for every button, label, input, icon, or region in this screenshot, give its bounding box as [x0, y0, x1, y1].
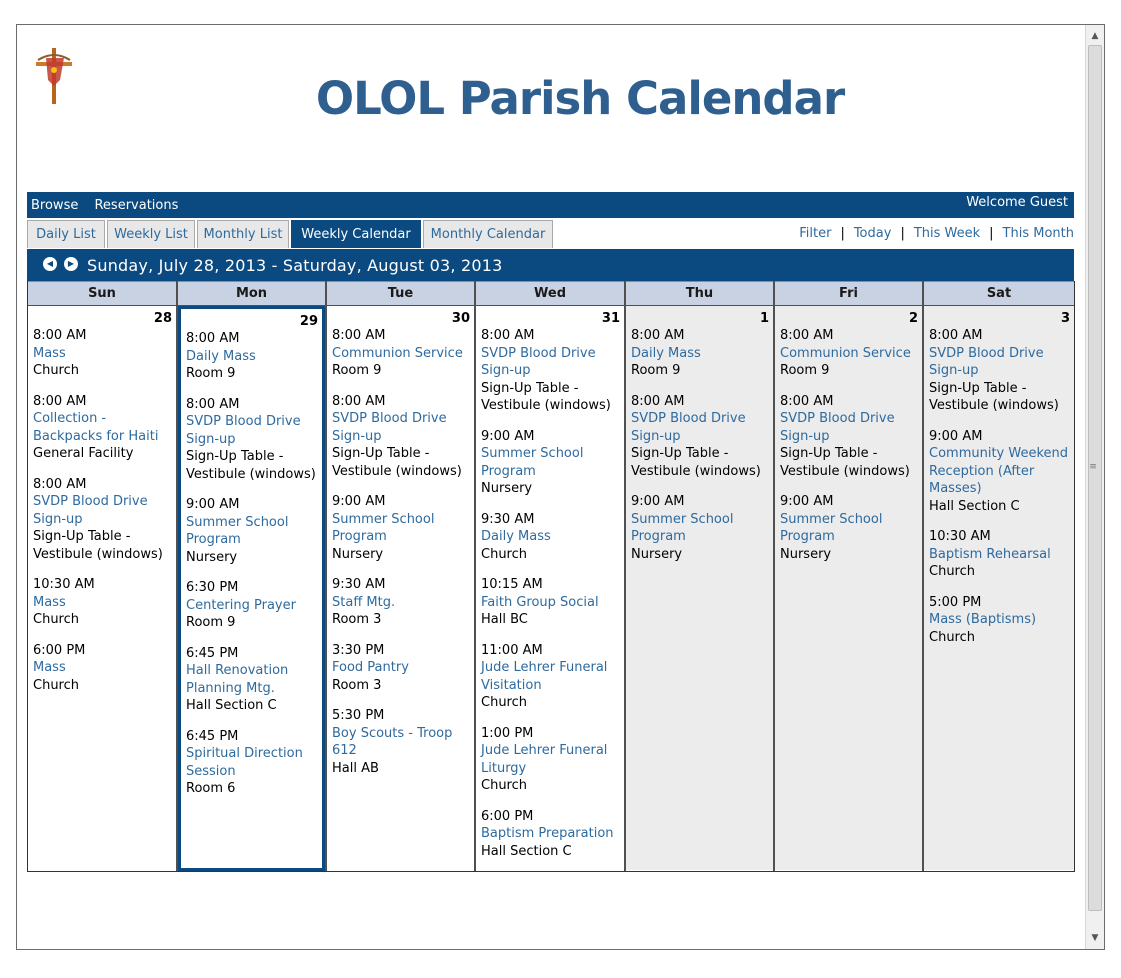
- event-time: 6:00 PM: [481, 808, 534, 824]
- calendar-event: [33, 642, 172, 695]
- day-column-tue: [327, 281, 476, 871]
- event-title-link[interactable]: Communion Service: [780, 345, 911, 361]
- tab-weekly-list[interactable]: Weekly List: [107, 220, 195, 248]
- event-time: 3:30 PM: [332, 642, 385, 658]
- event-title-link[interactable]: Hall Renovation Planning Mtg.: [186, 663, 289, 696]
- event-time: 6:00 PM: [33, 642, 86, 658]
- event-location: Room 9: [186, 366, 236, 381]
- event-title-link[interactable]: Baptism Preparation: [481, 826, 614, 841]
- tab-monthly-calendar[interactable]: Monthly Calendar: [423, 220, 553, 248]
- filter-link[interactable]: Filter: [799, 226, 832, 241]
- event-location: Sign-Up Table - Vestibule (windows): [332, 446, 462, 479]
- event-title-link[interactable]: SVDP Blood Drive Sign-up: [481, 345, 596, 378]
- calendar-event: [33, 393, 172, 463]
- calendar-event: [631, 393, 769, 481]
- calendar-event: [481, 808, 620, 861]
- event-title-link[interactable]: SVDP Blood Drive Sign-up: [631, 411, 746, 444]
- event-time: 8:00 AM: [481, 328, 535, 343]
- event-time: 8:00 AM: [631, 328, 685, 343]
- calendar-event: [33, 327, 172, 380]
- day-cell[interactable]: [924, 306, 1074, 870]
- event-title-link[interactable]: Community Weekend Reception (After Masses): [929, 446, 1069, 496]
- day-number[interactable]: 3: [1060, 311, 1070, 326]
- event-time: 9:00 AM: [780, 494, 834, 509]
- parish-logo-icon: [30, 44, 80, 108]
- tab-daily-list[interactable]: Daily List: [27, 220, 105, 248]
- event-title-link[interactable]: Summer School Program: [631, 511, 734, 544]
- scroll-up-arrow-icon[interactable]: ▲: [1091, 31, 1099, 41]
- tab-monthly-list[interactable]: Monthly List: [197, 220, 289, 248]
- event-time: 1:00 PM: [481, 725, 534, 741]
- day-header: Wed: [476, 281, 624, 306]
- scroll-down-arrow-icon[interactable]: ▼: [1091, 933, 1099, 943]
- link-separator: |: [900, 226, 905, 241]
- event-time: 9:00 AM: [631, 494, 685, 509]
- calendar-event: [186, 728, 318, 798]
- event-time: 9:00 AM: [186, 497, 240, 512]
- day-column-mon: [178, 281, 327, 871]
- event-title-link[interactable]: Spiritual Direction Session: [186, 746, 303, 779]
- day-header: Mon: [178, 281, 325, 306]
- calendar-event: [780, 393, 918, 481]
- top-nav-bar: [27, 192, 1074, 218]
- event-title-link[interactable]: Summer School Program: [780, 511, 883, 544]
- calendar-event: [186, 645, 318, 715]
- event-time: 8:00 AM: [186, 396, 240, 412]
- calendar-event: [929, 528, 1070, 581]
- scrollbar-thumb[interactable]: [1088, 45, 1102, 911]
- event-title-link[interactable]: SVDP Blood Drive Sign-up: [929, 345, 1044, 378]
- calendar-event: [33, 476, 172, 564]
- event-location: Room 9: [186, 615, 236, 630]
- day-header: Sun: [28, 281, 176, 306]
- reservations-menu[interactable]: Reservations: [94, 198, 179, 213]
- scroll-grip-icon: ≡: [1089, 462, 1097, 472]
- event-title-link[interactable]: Daily Mass: [631, 345, 701, 361]
- event-location: Sign-Up Table - Vestibule (windows): [780, 446, 910, 479]
- event-location: Sign-Up Table - Vestibule (windows): [33, 529, 163, 562]
- event-title-link[interactable]: SVDP Blood Drive Sign-up: [332, 411, 447, 444]
- link-separator: |: [840, 226, 845, 241]
- event-location: Room 9: [332, 363, 382, 378]
- date-range-label: Sunday, July 28, 2013 - Saturday, August 03, 2013: [87, 256, 503, 275]
- calendar-event: [332, 642, 470, 695]
- event-title-link[interactable]: Mass: [33, 660, 66, 675]
- event-location: Nursery: [186, 549, 238, 565]
- event-location: Room 9: [631, 363, 681, 378]
- event-location: Hall BC: [481, 612, 528, 627]
- event-title-link[interactable]: Summer School Program: [481, 446, 584, 479]
- event-location: Sign-Up Table - Vestibule (windows): [929, 380, 1059, 413]
- tab-weekly-calendar[interactable]: Weekly Calendar: [291, 220, 421, 248]
- this-month-link[interactable]: This Month: [1002, 226, 1074, 241]
- event-title-link[interactable]: Boy Scouts - Troop 612: [332, 725, 453, 758]
- event-location: Church: [481, 778, 528, 793]
- event-title-link[interactable]: Communion Service: [332, 345, 463, 361]
- event-location: Room 3: [332, 677, 382, 693]
- event-title-link[interactable]: Staff Mtg.: [332, 594, 396, 610]
- calendar-event: [481, 642, 620, 712]
- event-time: 8:00 AM: [780, 393, 834, 409]
- calendar-event: [186, 396, 318, 484]
- event-time: 9:00 AM: [929, 428, 983, 444]
- day-cell[interactable]: [476, 306, 624, 870]
- event-time: 8:00 AM: [631, 393, 685, 409]
- calendar-event: [631, 327, 769, 380]
- event-location: Church: [929, 564, 976, 579]
- event-location: General Facility: [33, 446, 134, 461]
- event-title-link[interactable]: Jude Lehrer Funeral Visitation: [481, 660, 608, 693]
- event-time: 8:00 AM: [780, 328, 834, 343]
- event-title-link[interactable]: Centering Prayer: [186, 597, 296, 613]
- event-location: Sign-Up Table - Vestibule (windows): [186, 449, 316, 482]
- event-title-link[interactable]: Mass: [33, 345, 66, 361]
- calendar-event: [631, 493, 769, 563]
- event-title-link[interactable]: Mass: [33, 594, 66, 610]
- event-title-link[interactable]: Food Pantry: [332, 660, 409, 675]
- event-location: Church: [481, 546, 528, 562]
- event-time: 6:30 PM: [186, 580, 239, 595]
- day-header: Thu: [626, 281, 773, 306]
- event-location: Hall Section C: [929, 498, 1020, 514]
- event-title-link[interactable]: Mass (Baptisms): [929, 612, 1037, 627]
- event-title-link[interactable]: SVDP Blood Drive Sign-up: [33, 494, 148, 527]
- day-column-sat: [924, 281, 1074, 871]
- event-time: 9:00 AM: [332, 494, 386, 509]
- event-title-link[interactable]: Faith Group Social: [481, 594, 599, 610]
- day-column-sun: [28, 281, 178, 871]
- event-location: Nursery: [780, 546, 832, 562]
- this-week-link[interactable]: This Week: [913, 226, 981, 241]
- day-number[interactable]: 29: [299, 314, 318, 329]
- today-link[interactable]: Today: [853, 226, 892, 241]
- browse-menu[interactable]: Browse: [31, 198, 79, 213]
- event-time: 8:00 AM: [929, 328, 983, 343]
- event-title-link[interactable]: Daily Mass: [186, 348, 256, 364]
- calendar-event: [929, 327, 1070, 415]
- calendar-event: [332, 393, 470, 481]
- calendar-event: [780, 493, 918, 563]
- calendar-event: [186, 579, 318, 632]
- event-title-link[interactable]: SVDP Blood Drive Sign-up: [780, 411, 895, 444]
- event-location: Church: [33, 612, 80, 627]
- event-time: 8:00 AM: [33, 476, 87, 492]
- event-title-link[interactable]: Summer School Program: [186, 514, 289, 547]
- event-time: 10:30 AM: [33, 577, 95, 592]
- day-column-thu: [626, 281, 775, 871]
- calendar-event: [481, 725, 620, 795]
- day-cell[interactable]: [28, 306, 176, 870]
- next-week-icon[interactable]: ▶: [64, 257, 78, 271]
- event-time: 8:00 AM: [332, 328, 386, 343]
- day-number[interactable]: 2: [908, 311, 918, 326]
- event-title-link[interactable]: Daily Mass: [481, 529, 551, 544]
- event-location: Nursery: [481, 481, 533, 496]
- calendar-event: [332, 576, 470, 629]
- event-time: 9:30 AM: [332, 577, 386, 592]
- day-number[interactable]: 30: [451, 311, 470, 326]
- event-location: Church: [33, 363, 80, 378]
- quick-links: [799, 226, 1074, 241]
- day-number[interactable]: 28: [153, 311, 172, 326]
- weekly-calendar-grid: [27, 281, 1075, 872]
- calendar-event: [481, 576, 620, 629]
- event-location: Nursery: [332, 546, 384, 562]
- event-location: Nursery: [631, 546, 683, 562]
- day-cell[interactable]: [775, 306, 922, 870]
- event-location: Room 6: [186, 781, 236, 796]
- day-header: Tue: [327, 281, 474, 306]
- page-title: OLOL Parish Calendar: [315, 72, 845, 125]
- event-location: Church: [481, 695, 528, 710]
- day-header: Fri: [775, 281, 922, 306]
- event-time: 10:15 AM: [481, 577, 543, 592]
- calendar-event: [186, 330, 318, 383]
- event-time: 5:30 PM: [332, 708, 385, 723]
- calendar-event: [332, 327, 470, 380]
- event-time: 5:00 PM: [929, 594, 982, 610]
- event-time: 8:00 AM: [33, 393, 87, 409]
- event-time: 11:00 AM: [481, 642, 543, 658]
- day-column-fri: [775, 281, 924, 871]
- event-title-link[interactable]: Summer School Program: [332, 511, 435, 544]
- day-number[interactable]: 31: [601, 311, 620, 326]
- day-number[interactable]: 1: [759, 311, 769, 326]
- calendar-event: [481, 428, 620, 498]
- calendar-event: [332, 493, 470, 563]
- event-time: 9:00 AM: [481, 428, 535, 444]
- event-time: 9:30 AM: [481, 511, 535, 527]
- day-column-wed: [476, 281, 626, 871]
- day-cell[interactable]: [626, 306, 773, 870]
- event-location: Room 9: [780, 363, 830, 378]
- day-cell[interactable]: [327, 306, 474, 870]
- calendar-event: [33, 576, 172, 629]
- event-time: 8:00 AM: [332, 393, 386, 409]
- calendar-event: [481, 511, 620, 564]
- event-location: Room 3: [332, 612, 382, 627]
- prev-week-icon[interactable]: ◀: [43, 257, 57, 271]
- event-title-link[interactable]: Collection - Backpacks for Haiti: [33, 411, 159, 444]
- event-time: 6:45 PM: [186, 728, 239, 744]
- event-title-link[interactable]: SVDP Blood Drive Sign-up: [186, 414, 301, 447]
- event-location: Hall AB: [332, 760, 379, 776]
- event-time: 10:30 AM: [929, 529, 991, 544]
- event-location: Church: [33, 677, 80, 693]
- event-time: 8:00 AM: [186, 331, 240, 346]
- event-title-link[interactable]: Jude Lehrer Funeral Liturgy: [481, 743, 608, 776]
- date-range-bar: [27, 249, 1074, 281]
- day-cell[interactable]: [178, 306, 325, 871]
- event-time: 8:00 AM: [33, 328, 87, 343]
- event-location: Church: [929, 629, 976, 645]
- calendar-event: [780, 327, 918, 380]
- event-title-link[interactable]: Baptism Rehearsal: [929, 546, 1051, 562]
- calendar-event: [929, 594, 1070, 647]
- calendar-event: [332, 707, 470, 777]
- event-time: 6:45 PM: [186, 645, 239, 661]
- event-location: Sign-Up Table - Vestibule (windows): [631, 446, 761, 479]
- link-separator: |: [989, 226, 994, 241]
- calendar-event: [929, 428, 1070, 516]
- welcome-text: Welcome Guest: [966, 195, 1068, 210]
- calendar-event: [481, 327, 620, 415]
- vertical-scrollbar[interactable]: [1085, 25, 1104, 949]
- day-header: Sat: [924, 281, 1074, 306]
- event-location: Sign-Up Table - Vestibule (windows): [481, 380, 611, 413]
- event-location: Hall Section C: [186, 698, 277, 713]
- event-location: Hall Section C: [481, 843, 572, 859]
- calendar-event: [186, 496, 318, 566]
